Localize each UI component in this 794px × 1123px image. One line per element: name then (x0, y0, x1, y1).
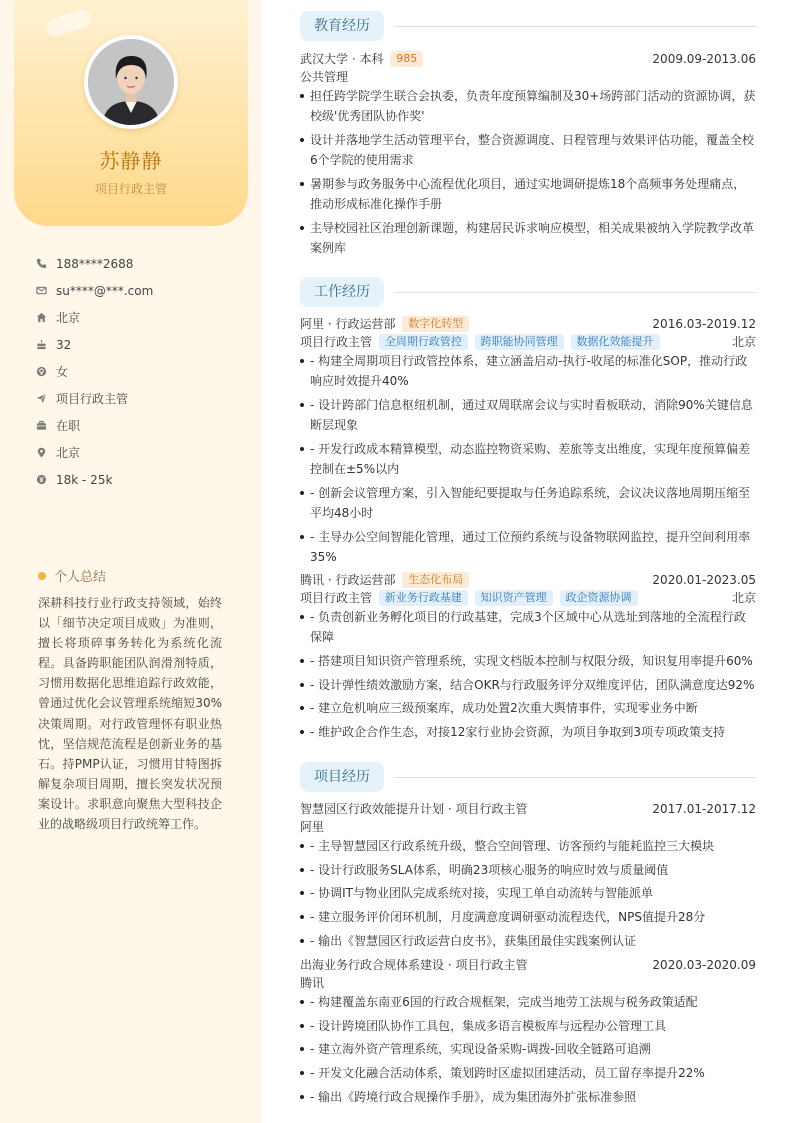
section-title-projects: 项目经历 (300, 762, 384, 792)
job-city: 北京 (731, 335, 756, 349)
project-name: 智慧园区行政效能提升计划 · 项目行政主管 (300, 802, 528, 816)
project-header (300, 800, 756, 818)
contact-target-position-text: 项目行政主管 (56, 392, 129, 406)
contact-location (36, 439, 246, 466)
list-item: - 设计跨境团队协作工具包，集成多语言模板库与远程办公管理工具 (300, 1016, 756, 1036)
contact-location-text: 北京 (56, 446, 81, 460)
education-header (300, 50, 756, 68)
list-item: - 建立危机响应三级预案库，成功处置2次重大舆情事件，实现零业务中断 (300, 698, 756, 718)
gender-icon (36, 366, 47, 377)
job-role-row (300, 333, 756, 351)
section-education (300, 11, 756, 41)
list-item: - 构建覆盖东南亚6国的行政合规框架，完成当地劳工法规与税务政策适配 (300, 992, 756, 1012)
education-major-row (300, 68, 756, 86)
contact-target-position (36, 385, 246, 412)
job-period: 2020.01-2023.05 (652, 573, 756, 587)
job-skill-tag: 政企资源协调 (560, 590, 638, 606)
list-item: - 构建全周期项目行政管控体系，建立涵盖启动-执行-收尾的标准化SOP，推动行政响应时效提升40% (300, 351, 756, 392)
contact-job-status-text: 在职 (56, 419, 81, 433)
section-projects (300, 762, 756, 792)
contact-gender (36, 358, 246, 385)
section-divider (394, 777, 756, 778)
job-header (300, 315, 756, 333)
summary-title: 个人总结 (54, 570, 107, 585)
job-skill-tag: 全周期行政管控 (379, 334, 468, 350)
list-item: - 负责创新业务孵化项目的行政基建，完成3个区域中心从选址到落地的全流程行政保障 (300, 607, 756, 648)
job-company-tag: 生态化布局 (402, 572, 469, 588)
job-company-tag: 数字化转型 (402, 316, 469, 332)
send-icon (36, 393, 47, 404)
list-item: - 建立海外资产管理系统，实现设备采购-调拨-回收全链路可追溯 (300, 1039, 756, 1059)
contact-job-status (36, 412, 246, 439)
avatar-frame (84, 35, 178, 129)
location-pin-icon (36, 447, 47, 458)
contact-email-text: su****@***.com (56, 283, 154, 298)
section-divider (394, 292, 756, 293)
list-item: 暑期参与政务服务中心流程优化项目，通过实地调研提炼18个高频事务处理痛点，推动形成标准化操作手册 (300, 174, 756, 215)
candidate-name: 苏静静 (99, 149, 163, 173)
job-skill-tag: 数据化效能提升 (571, 334, 660, 350)
phone-icon (36, 258, 47, 269)
summary-dot-icon (38, 572, 46, 580)
contact-phone-text: 188****2688 (56, 256, 134, 271)
briefcase-icon (36, 420, 47, 431)
education-major: 公共管理 (300, 70, 349, 84)
project-header (300, 956, 756, 974)
list-item: - 开发行政成本精算模型，动态监控物资采购、差旅等支出维度，实现年度预算偏差控制在±5%以内 (300, 439, 756, 480)
job-city: 北京 (731, 591, 756, 605)
job-bullets (300, 351, 756, 571)
list-item: - 输出《跨境行政合规操作手册》，成为集团海外扩张标准参照 (300, 1087, 756, 1107)
list-item: 设计并落地学生活动管理平台，整合资源调度、日程管理与效果评估功能，覆盖全校6个学院的使用需求 (300, 130, 756, 171)
section-title-work: 工作经历 (300, 277, 384, 307)
section-work (300, 277, 756, 307)
section-title-education: 教育经历 (300, 11, 384, 41)
contact-gender-text: 女 (56, 365, 69, 379)
job-role-row (300, 589, 756, 607)
job-header (300, 571, 756, 589)
home-icon (36, 312, 47, 323)
contact-salary-text: 18k - 25k (56, 472, 113, 487)
avatar (88, 39, 174, 125)
project-period: 2020.03-2020.09 (652, 958, 756, 972)
contact-salary (36, 466, 246, 493)
contact-age (36, 331, 246, 358)
job-skill-tag: 新业务行政基建 (379, 590, 468, 606)
project-company: 阿里 (300, 820, 325, 834)
job-period: 2016.03-2019.12 (652, 317, 756, 331)
list-item: - 主导办公空间智能化管理，通过工位预约系统与设备物联网监控，提升空间利用率35% (300, 527, 756, 568)
education-tag: 985 (390, 51, 423, 67)
project-bullets (300, 836, 756, 954)
candidate-position: 项目行政主管 (94, 182, 167, 196)
list-item: 主导校园社区治理创新课题，构建居民诉求响应模型，相关成果被纳入学院教学改革案例库 (300, 218, 756, 259)
contact-age-text: 32 (56, 337, 72, 352)
list-item: - 开发文化融合活动体系，策划跨时区虚拟团建活动，员工留存率提升22% (300, 1063, 756, 1083)
list-item: - 协调IT与物业团队完成系统对接，实现工单自动流转与智能派单 (300, 883, 756, 903)
project-name: 出海业务行政合规体系建设 · 项目行政主管 (300, 958, 528, 972)
mail-icon (36, 285, 47, 296)
list-item: - 设计跨部门信息枢纽机制，通过双周联席会议与实时看板联动，消除90%关键信息断层现象 (300, 395, 756, 436)
list-item: - 创新会议管理方案，引入智能纪要提取与任务追踪系统，会议决议落地周期压缩至平均48小时 (300, 483, 756, 524)
job-company: 阿里 · 行政运营部 (300, 317, 396, 331)
contact-home (36, 304, 246, 331)
education-school: 武汉大学 · 本科 (300, 52, 384, 66)
job-skill-tag: 跨职能协同管理 (475, 334, 564, 350)
project-company-row (300, 974, 756, 992)
list-item: - 设计行政服务SLA体系，明确23项核心服务的响应时效与质量阈值 (300, 860, 756, 880)
list-item: - 设计弹性绩效激励方案，结合OKR与行政服务评分双维度评估，团队满意度达92% (300, 675, 756, 695)
salary-icon (36, 474, 47, 485)
job-skill-tag: 知识资产管理 (475, 590, 553, 606)
contact-list (36, 250, 246, 493)
section-divider (394, 26, 756, 27)
list-item: - 搭建项目知识资产管理系统，实现文档版本控制与权限分级，知识复用率提升60% (300, 651, 756, 671)
avatar-photo (88, 39, 174, 125)
sidebar (0, 0, 262, 1123)
decorative-pill (44, 7, 93, 38)
project-period: 2017.01-2017.12 (652, 802, 756, 816)
list-item: 担任跨学院学生联合会执委，负责年度预算编制及30+场跨部门活动的资源协调，获校级'优秀团队协作奖' (300, 86, 756, 127)
job-role: 项目行政主管 (300, 335, 373, 349)
education-bullets (300, 86, 756, 262)
summary-text: 深耕科技行业行政支持领域，始终以「细节决定项目成败」为准则，擅长将琐碎事务转化为系统化流程。具备跨职能团队润滑剂特质，习惯用数据化思维追踪行政效能，曾通过优化会议管理系统缩短30%决策周期。对行政管理怀有职业热忱，坚信规范流程是创新业务的基石。持PMP认证，习惯用甘特图拆解复杂项目周期，擅长突发状况预案设计。求职意向聚焦大型科技企业的战略级项目行政统筹工作。 (38, 596, 222, 832)
project-company-row (300, 818, 756, 836)
cake-icon (36, 339, 47, 350)
job-bullets (300, 607, 756, 746)
list-item: - 建立服务评价闭环机制，月度满意度调研驱动流程迭代，NPS值提升28分 (300, 907, 756, 927)
list-item: - 主导智慧园区行政系统升级，整合空间管理、访客预约与能耗监控三大模块 (300, 836, 756, 856)
job-company: 腾讯 · 行政运营部 (300, 573, 396, 587)
list-item: - 输出《智慧园区行政运营白皮书》，获集团最佳实践案例认证 (300, 931, 756, 951)
contact-email (36, 277, 246, 304)
summary-heading (38, 566, 106, 585)
project-bullets (300, 992, 756, 1110)
contact-home-text: 北京 (56, 311, 81, 325)
job-role: 项目行政主管 (300, 591, 373, 605)
project-company: 腾讯 (300, 976, 325, 990)
education-period: 2009.09-2013.06 (652, 52, 756, 66)
list-item: - 维护政企合作生态，对接12家行业协会资源，为项目争取到3项专项政策支持 (300, 722, 756, 742)
contact-phone (36, 250, 246, 277)
